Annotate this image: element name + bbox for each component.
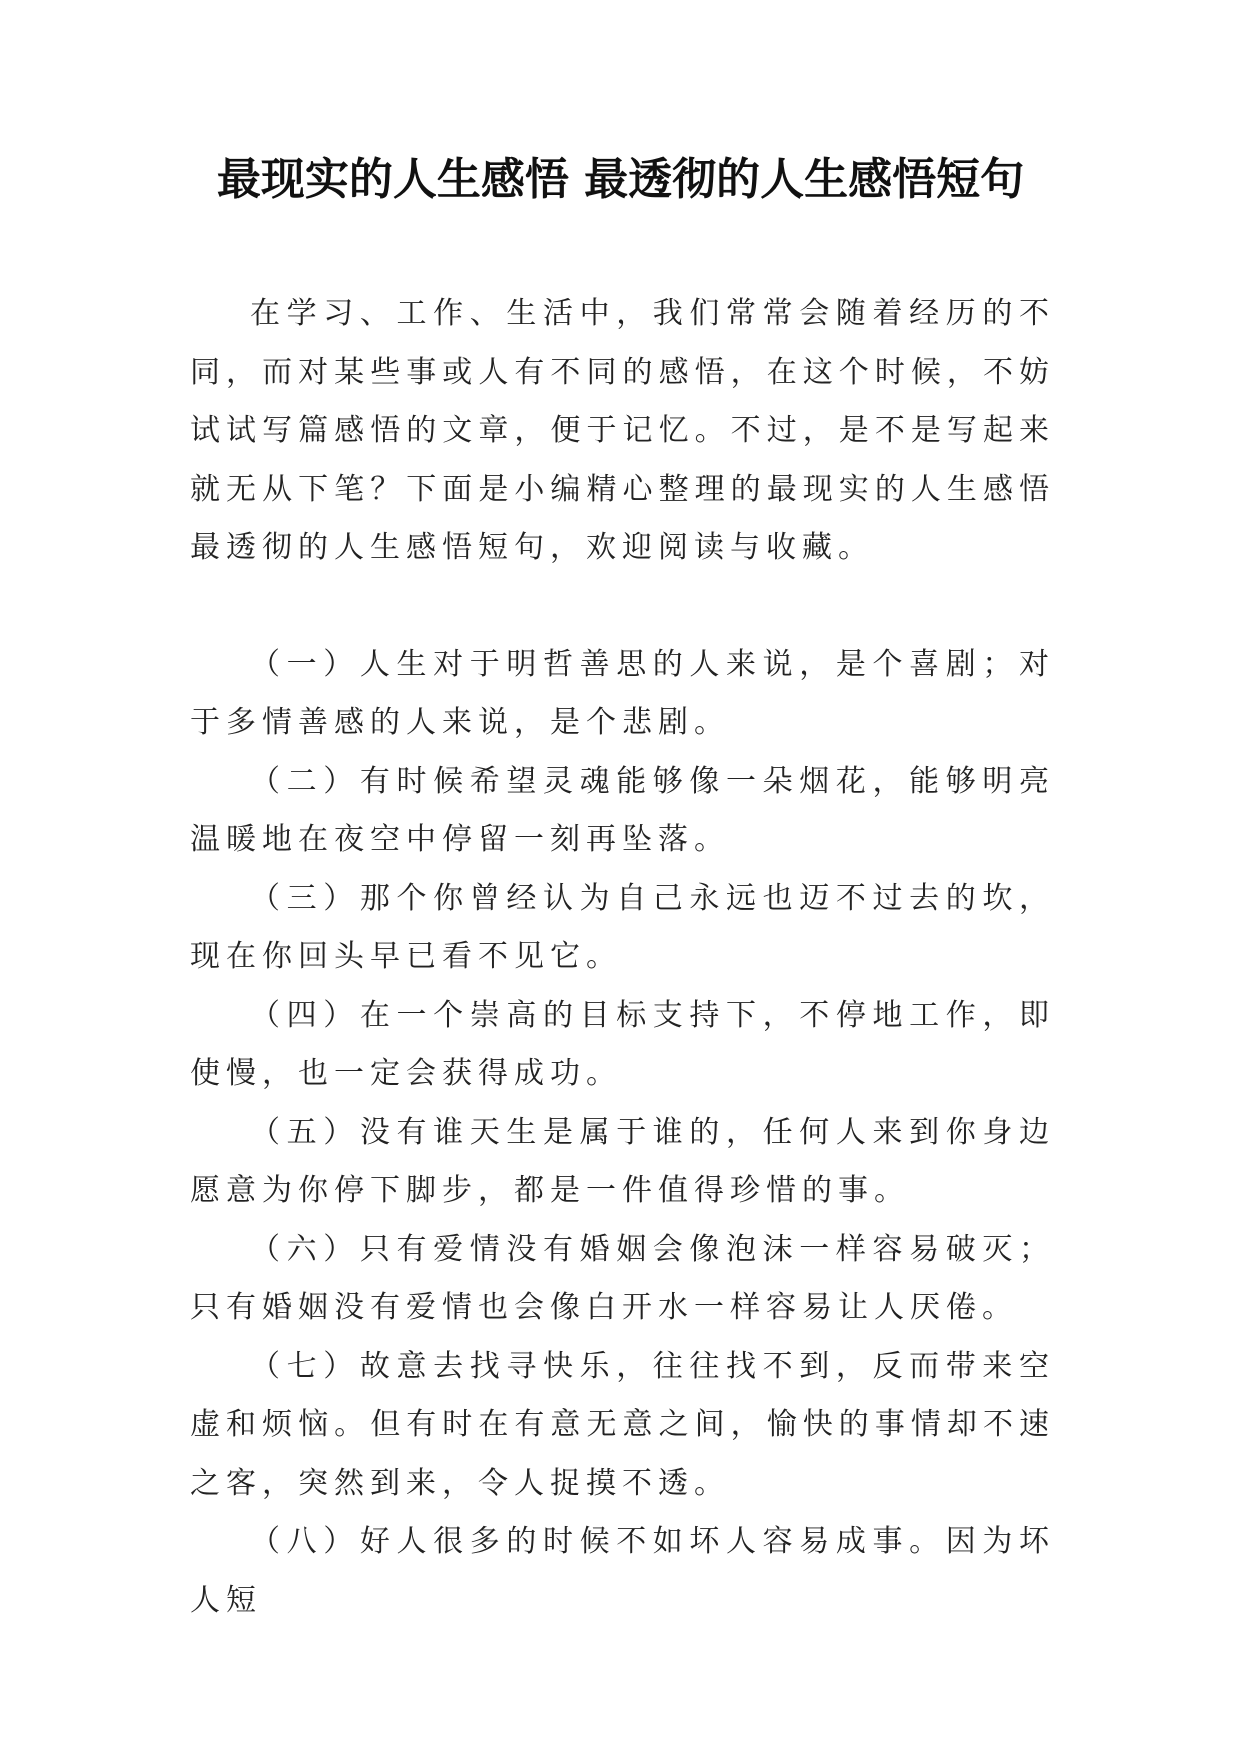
document-title: 最现实的人生感悟 最透彻的人生感悟短句 bbox=[216, 154, 1025, 205]
list-item-1: （一）人生对于明哲善思的人来说，是个喜剧；对于多情善感的人来说，是个悲剧。 bbox=[190, 646, 1055, 740]
list-item-6: （六）只有爱情没有婚姻会像泡沫一样容易破灭；只有婚姻没有爱情也会像白开水一样容易让人厌倦。 bbox=[190, 1231, 1055, 1325]
document-body bbox=[190, 285, 1055, 1630]
list-item-7: （七）故意去找寻快乐，往往找不到，反而带来空虚和烦恼。但有时在有意无意之间，愉快的事情却不速之客，突然到来，令人捉摸不透。 bbox=[190, 1348, 1055, 1501]
list-item-3: （三）那个你曾经认为自己永远也迈不过去的坎，现在你回头早已看不见它。 bbox=[190, 880, 1055, 974]
list-item-4: （四）在一个崇高的目标支持下，不停地工作，即使慢，也一定会获得成功。 bbox=[190, 997, 1055, 1091]
list-item-5: （五）没有谁天生是属于谁的，任何人来到你身边愿意为你停下脚步，都是一件值得珍惜的事。 bbox=[190, 1114, 1055, 1208]
intro-paragraph: 在学习、工作、生活中，我们常常会随着经历的不同，而对某些事或人有不同的感悟，在这个时候，不妨试试写篇感悟的文章，便于记忆。不过，是不是写起来就无从下笔？下面是小编精心整理的最现实的人生感悟 最透彻的人生感悟短句，欢迎阅读与收藏。 bbox=[190, 296, 1055, 565]
list-item-2: （二）有时候希望灵魂能够像一朵烟花，能够明亮温暖地在夜空中停留一刻再坠落。 bbox=[190, 763, 1055, 857]
list-item-8: （八）好人很多的时候不如坏人容易成事。因为坏人短 bbox=[190, 1524, 1055, 1618]
